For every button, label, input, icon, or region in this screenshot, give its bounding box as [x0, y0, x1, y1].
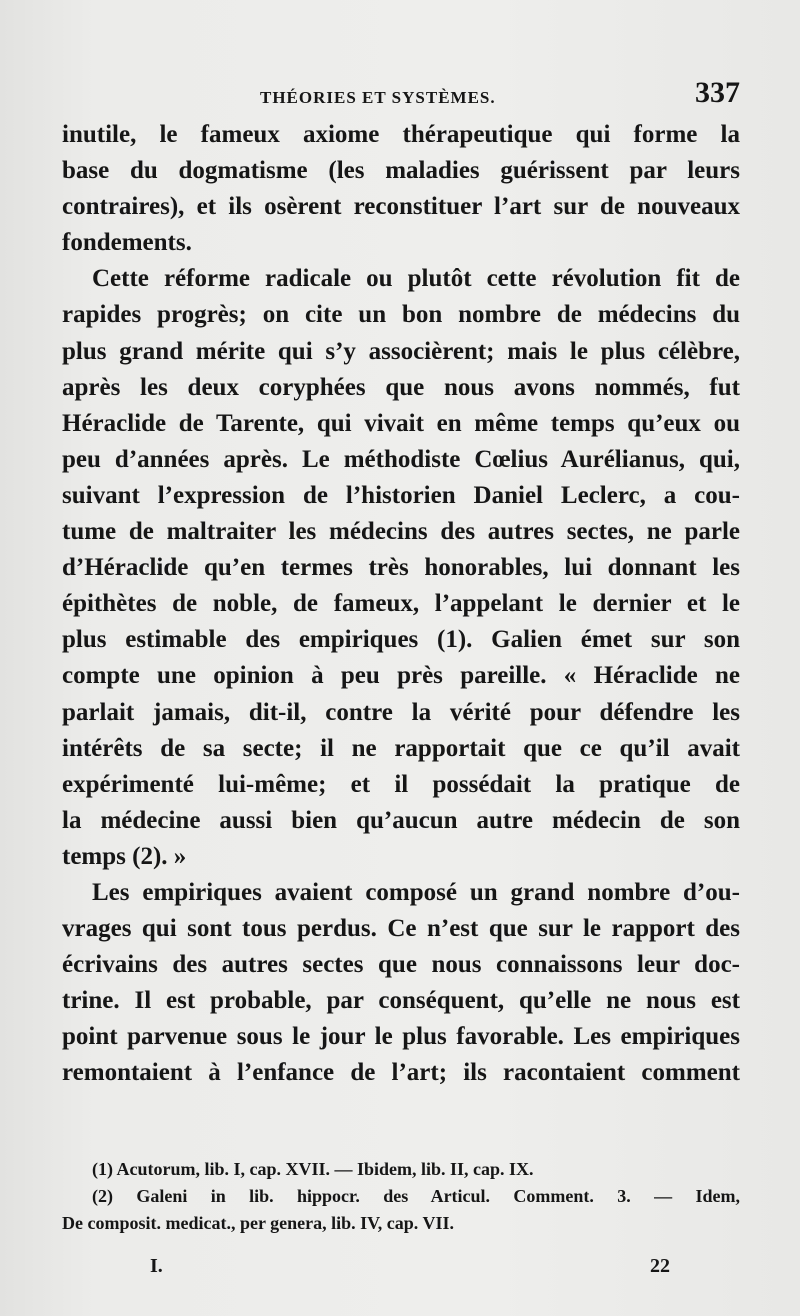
text-line: expérimenté lui-même; et il possédait la pratique de — [62, 770, 740, 798]
page-number: 337 — [695, 76, 740, 109]
footnote: (2) Galeni in lib. hippocr. des Articul. Comment. 3. — Idem, — [92, 1186, 740, 1206]
text-line: trine. Il est probable, par conséquent, qu’elle ne nous est — [62, 987, 740, 1015]
text-line: compte une opinion à peu près pareille. « Héraclide ne — [62, 662, 740, 690]
text-line: parlait jamais, dit-il, contre la vérité pour défendre les — [62, 698, 740, 726]
text-line: tume de maltraiter les médecins des autres sectes, ne parle — [62, 518, 740, 546]
body-text — [62, 117, 740, 1092]
text-line: fondements. — [62, 229, 192, 257]
text-line: après les deux coryphées que nous avons nommés, fut — [62, 373, 740, 401]
signature-number: 22 — [650, 1255, 670, 1277]
footnote-continuation: De composit. medicat., per genera, lib. IV, cap. VII. — [62, 1213, 454, 1233]
text-line: plus grand mérite qui s’y associèrent; mais le plus célèbre, — [62, 337, 740, 365]
text-line: intérêts de sa secte; il ne rapportait que ce qu’il avait — [62, 734, 740, 762]
signature-mark: I. — [150, 1255, 163, 1277]
text-line: d’Héraclide qu’en termes très honorables, lui donnant les — [62, 554, 740, 582]
text-line: temps (2). » — [62, 842, 187, 870]
text-line: suivant l’expression de l’historien Daniel Leclerc, a cou- — [62, 481, 740, 509]
text-line: vrages qui sont tous perdus. Ce n’est que sur le rapport des — [62, 915, 740, 943]
text-line: plus estimable des empiriques (1). Galien émet sur son — [62, 626, 740, 654]
text-line: rapides progrès; on cite un bon nombre de médecins du — [62, 301, 740, 329]
text-line: la médecine aussi bien qu’aucun autre médecin de son — [62, 806, 740, 834]
footnote: (1) Acutorum, lib. I, cap. XVII. — Ibidem, lib. II, cap. IX. — [92, 1159, 534, 1179]
text-line: contraires), et ils osèrent reconstituer l’art sur de nouveaux — [62, 193, 740, 221]
text-line: peu d’années après. Le méthodiste Cœlius Aurélianus, qui, — [62, 445, 740, 473]
text-line: remontaient à l’enfance de l’art; ils racontaient comment — [62, 1059, 740, 1087]
footnotes — [62, 1156, 740, 1237]
text-line: Les empiriques avaient composé un grand nombre d’ou- — [92, 878, 740, 906]
text-line: épithètes de noble, de fameux, l’appelant le dernier et le — [62, 590, 740, 618]
text-line: base du dogmatisme (les maladies guérissent par leurs — [62, 157, 740, 185]
text-line: inutile, le fameux axiome thérapeutique qui forme la — [62, 121, 740, 148]
signature-row — [150, 1255, 670, 1285]
text-line: écrivains des autres sectes que nous connaissons leur doc- — [62, 951, 740, 979]
text-line: point parvenue sous le jour le plus favorable. Les empiriques — [62, 1023, 740, 1051]
text-line: Héraclide de Tarente, qui vivait en même temps qu’eux ou — [62, 409, 740, 437]
running-title: THÉORIES ET SYSTÈMES. — [260, 88, 496, 107]
running-head — [62, 76, 740, 116]
text-line: Cette réforme radicale ou plutôt cette révolution fit de — [92, 265, 740, 293]
